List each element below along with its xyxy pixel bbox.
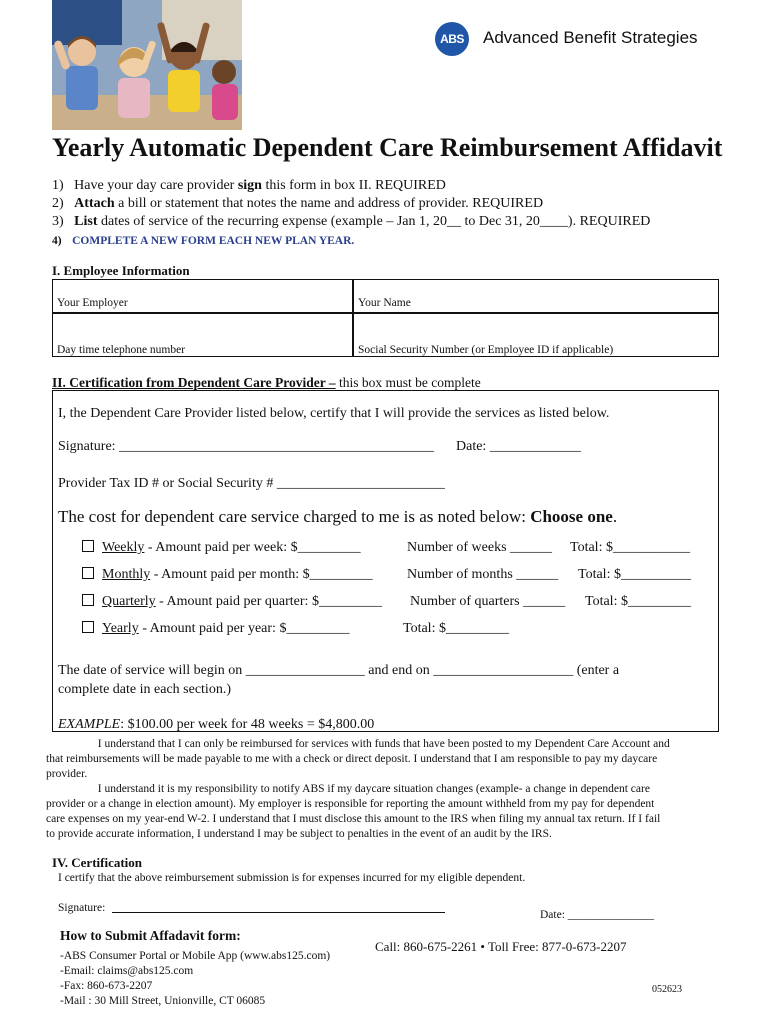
monthly-checkbox[interactable] [82,567,94,579]
weekly-checkbox[interactable] [82,540,94,552]
option-monthly[interactable]: Monthly - Amount paid per month: $_________ [82,567,373,583]
divider [352,279,354,357]
disclaimer-line: I understand that I can only be reimbursed for services with funds that have been posted to my Dependent Care Account and [46,738,670,750]
provider-tax-id-field[interactable]: Provider Tax ID # or Social Security # ________________________ [58,476,445,491]
instruction-3: 3) List dates of service of the recurring expense (example – Jan 1, 20__ to Dec 31, 20____). REQUIRED [52,214,651,229]
service-date-note: complete date in each section.) [58,682,231,697]
submit-method: -Fax: 860-673-2207 [60,980,153,992]
option-quarterly[interactable]: Quarterly - Amount paid per quarter: $_________ [82,594,382,610]
option-yearly[interactable]: Yearly - Amount paid per year: $_________ [82,621,349,637]
disclaimer-line: care expenses on my year-end W-2. I understand that I must disclose this amount to the IRS when filing my annual tax return. If I fail [46,813,661,825]
monthly-total[interactable]: Total: $__________ [578,567,691,582]
employee-signature-field[interactable] [112,912,445,913]
disclaimer-line: to provide accurate information, I understand I may be subject to penalties in the event of an audit by the IRS. [46,828,552,840]
quarterly-count[interactable]: Number of quarters ______ [410,594,566,609]
cost-statement: The cost for dependent care service charged to me is as noted below: Choose one. [58,507,618,526]
section-provider-heading: II. Certification from Dependent Care Provider – this box must be complete [52,375,481,390]
section-employee-heading: I. Employee Information [52,263,190,278]
abs-logo: ABS [435,22,469,56]
weekly-count[interactable]: Number of weeks ______ [407,540,553,555]
instruction-4: 4) COMPLETE A NEW FORM EACH NEW PLAN YEAR. [52,235,355,247]
employee-signature-label: Signature: [58,902,106,914]
header-photo [52,0,242,130]
weekly-total[interactable]: Total: $___________ [570,540,690,555]
option-weekly[interactable]: Weekly - Amount paid per week: $_________ [82,540,361,556]
name-field[interactable]: Your Name [358,297,411,309]
provider-certify-text: I, the Dependent Care Provider listed below, certify that I will provide the services as listed below. [58,406,610,421]
instruction-2: 2) Attach a bill or statement that notes the name and address of provider. REQUIRED [52,196,544,211]
submit-heading: How to Submit Affadavit form: [60,928,241,943]
call-info: Call: 860-675-2261 • Toll Free: 877-0-673-2207 [375,939,627,954]
monthly-count[interactable]: Number of months ______ [407,567,559,582]
quarterly-checkbox[interactable] [82,594,94,606]
submit-method: -Email: claims@abs125.com [60,965,194,977]
instruction-1: 1) Have your day care provider sign this form in box II. REQUIRED [52,178,446,193]
disclaimer-line: provider or a change in election amount). My employer is responsible for reporting the amount withheld from my pay for dependent [46,798,655,810]
ssn-field[interactable]: Social Security Number (or Employee ID if applicable) [358,344,614,356]
section-certification-heading: IV. Certification [52,855,143,870]
yearly-total[interactable]: Total: $_________ [403,621,509,636]
service-date-field[interactable]: The date of service will begin on _________________ and end on ____________________ (enter a [58,663,620,678]
submit-method: -ABS Consumer Portal or Mobile App (www.abs125.com) [60,950,331,962]
form-title: Yearly Automatic Dependent Care Reimbursement Affidavit [52,133,723,162]
disclaimer-line: I understand it is my responsibility to notify ABS if my daycare situation changes (example- a change in dependent care [46,783,650,795]
employer-field[interactable]: Your Employer [57,297,128,309]
example-text: EXAMPLE: $100.00 per week for 48 weeks = $4,800.00 [58,717,375,732]
employee-certify-text: I certify that the above reimbursement submission is for expenses incurred for my eligible dependent. [58,872,526,884]
company-name: Advanced Benefit Strategies [483,28,698,47]
form-code: 052623 [652,984,682,995]
provider-date-field[interactable]: Date: _____________ [456,439,581,454]
disclaimer-line: provider. [46,768,88,780]
divider [52,312,719,314]
employee-date-field[interactable]: Date: _______________ [540,909,655,921]
submit-method: -Mail : 30 Mill Street, Unionville, CT 06085 [60,995,266,1007]
disclaimer-line: that reimbursements will be made payable to me with a check or direct deposit. I understand that I am responsible to pay my daycare [46,753,658,765]
quarterly-total[interactable]: Total: $_________ [585,594,691,609]
phone-field[interactable]: Day time telephone number [57,344,186,356]
provider-signature-field[interactable]: Signature: _____________________________________________ [58,439,435,454]
yearly-checkbox[interactable] [82,621,94,633]
